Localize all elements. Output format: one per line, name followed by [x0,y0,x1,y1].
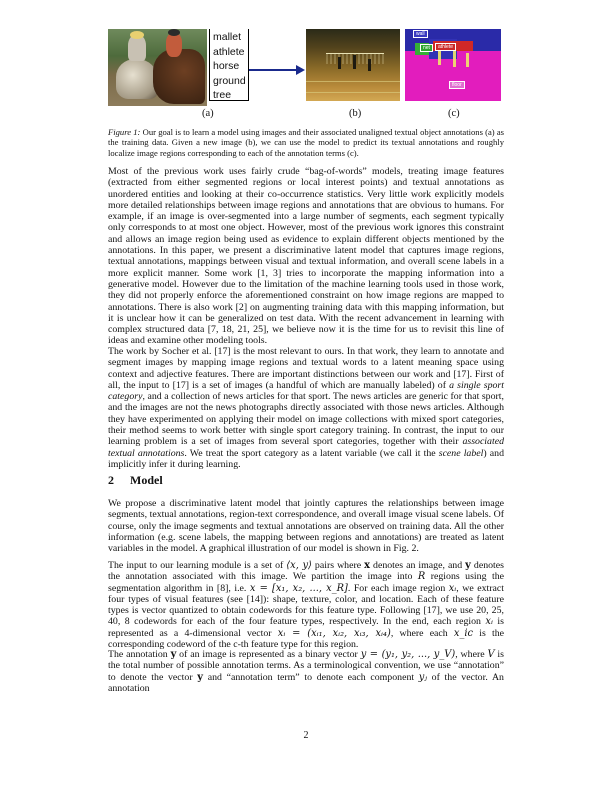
subfigure-label: (b) [349,108,362,119]
paragraph: The annotation y of an image is represented as a binary vector y = (y₁, y₂, ..., y_V), where V is the total number of possible annotation terms. As a terminological convention, we use “annotation” to denote the vector y and “annotation term” to denote each component yⱼ of the vector. An annotation [108,649,504,694]
subfigure-label: (c) [448,108,460,119]
section-number: 2 [108,473,114,487]
annotation-term-list [209,29,249,101]
page-number: 2 [303,730,309,741]
test-image-photo [306,29,400,101]
paragraph: Most of the previous work uses fairly crude “bag-of-words” models, treating image features (extracted from either segmented regions or local interest points) and textual annotations as unordered entities and looking at their co-occurrence statistics. Very little work explicitly models more detailed relationships between image regions and annotations that are obvious to humans. For example, if an image is over-segmented into a large number of segments, each segment typically only corresponds to at most one object. However, most of the previous work ignores this constraint and allows an image region being used as evidence to explain different objects mentioned by the annotations. In this paper, we present a discriminative latent model that captures image regions, textual annotations, mappings between visual and textual information, and overall scene labels in a more explicit manner. Some work [1, 3] tries to incorporate the mapping information into a generative model. However due to the limitation of the machine learning tools used in those work, they did not properly enforce the aforementioned constraint on how image regions are mapped to annotations. There is also work [2] on augmenting training data with this mapping information, but it is unclear how it can be generalized on test data. With the recent advancement in learning with complex structured data [7, 18, 21, 25], we believe now it is the time for us to revisit this line of ideas and examine other modeling tools. [108,166,504,347]
segment-tag: net [420,44,433,52]
section-heading [108,473,163,488]
paragraph: The work by Socher et al. [17] is the most relevant to ours. In that work, they learn to annotate and segment images by mapping image regions and textual words to a latent meaning space using context and adjective features. There are important distinctions between our work and [17]. First of all, the input to [17] is a set of images (a handful of which are manually labeled) of a single sport category, and a collection of news articles for that sport. The news articles are generic for that sport, and the images are not the news photographs directly associated with those news articles. Although they have experimented on applying their model on image collections with mixed sport categories, their method seems to work better with single sport category training. In contrast, the input to our learning problem is a set of images from several sport categories, together with their associated textual annotations. We treat the sport category as a latent variable (we call it the scene label) and implicitly infer it during learning. [108,346,504,470]
segment-tag: wall [413,30,428,38]
annotation-term: tree [213,89,232,101]
arrow-right-icon [249,64,305,76]
section-title: Model [130,473,163,487]
caption-text: Our goal is to learn a model using images and their associated unaligned textual object annotations (a) as the training data. Given a new image (b), we can use the model to predict its textual annotations and roughly localize image regions corresponding to each of the annotation terms (c). [108,127,504,158]
figure-1 [108,29,504,121]
figure-caption [108,127,504,158]
paragraph: We propose a discriminative latent model that jointly captures the relationships between image segments, textual annotations, region-text correspondence, and overall image visual scene labels. Of course, only the image segments and textual annotations are observed on training data. All the other information (e.g. scene labels, the mapping between regions and annotations) are treated as latent variables in the model. A graphical illustration of our model is shown in Fig. 2. [108,498,504,555]
segment-tag: floor [449,81,465,89]
annotation-term: horse [213,60,240,72]
annotation-term: athlete [213,45,245,58]
paragraph: The input to our learning module is a set of ⟨x, y⟩ pairs where x denotes an image, and y denotes the annotation associated with this image. We partition the image into R regions using the segmentation algorithm in [8], i.e. x = [x₁, x₂, ..., x_R]. For each image region xᵢ, we extract four types of visual features (see [14]): shape, texture, color, and location. Each of these feature types is vector quantized to obtain codewords for this feature type. Following [17], we use 20, 25, 40, 8 codewords for each of the four feature types, respectively. In the end, each region xᵢ is represented as a 4-dimensional vector xᵢ = (xᵢ₁, xᵢ₂, xᵢ₃, xᵢ₄), where each x_ic is the corresponding codeword of the c-th feature type for this region. [108,560,505,651]
segmentation-result-image [405,29,501,101]
subfigure-label: (a) [202,108,214,119]
training-image-photo [108,29,207,106]
annotation-term: mallet [213,31,242,43]
caption-label: Figure 1: [108,127,141,137]
annotation-term: ground [213,74,246,87]
segment-tag: athlete [435,43,456,51]
